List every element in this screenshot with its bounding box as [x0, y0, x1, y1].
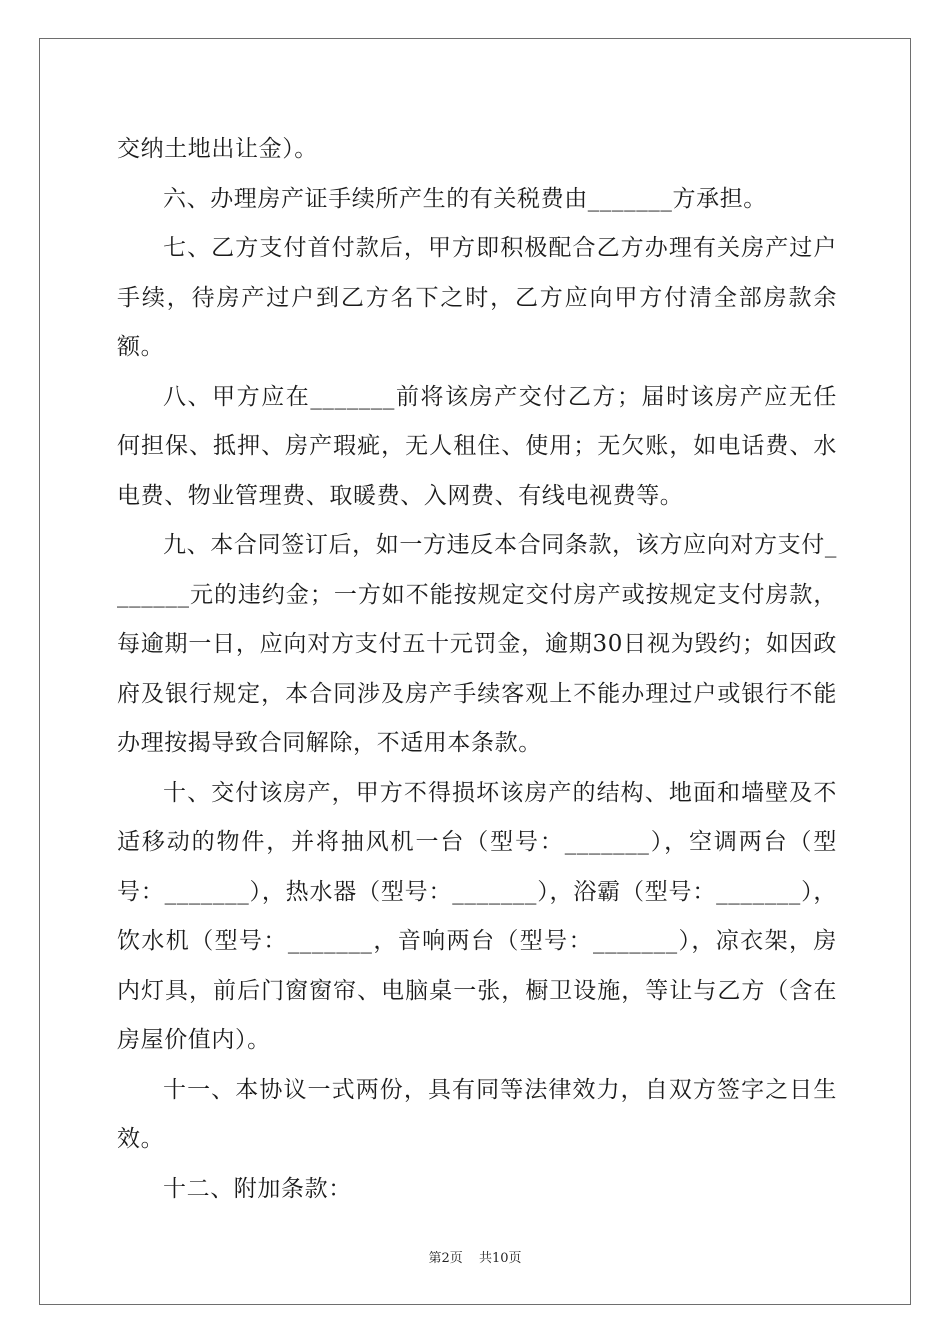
clause-12: 十二、附加条款： — [163, 1175, 352, 1202]
clause-11: 十一、本协议一式两份，具有同等法律效力，自双方签字之日生效。 — [117, 1076, 837, 1152]
document-body — [117, 125, 837, 1214]
page-number: 第2页 — [428, 1251, 463, 1266]
clause-10: 十、交付该房产，甲方不得损坏该房产的结构、地面和墙壁及不适移动的物件，并将抽风机一台（型号：_______），空调两台（型号：_______），热水器（型号：_______），浴霸（型号：_______），饮水机（型号：_______，音响两台（型号：_______），凉衣架，房内灯具，前后门窗窗帘、电脑桌一张，橱卫设施，等让与乙方（含在房屋价值内）。 — [117, 779, 837, 1053]
clause-8: 八、甲方应在_______前将该房产交付乙方；届时该房产应无任何担保、抵押、房产瑕疵，无人租住、使用；无欠账，如电话费、水电费、物业管理费、取暖费、入网费、有线电视费等。 — [117, 383, 837, 509]
clause-9: 九、本合同签订后，如一方违反本合同条款，该方应向对方支付_______元的违约金；一方如不能按规定交付房产或按规定支付房款，每逾期一日，应向对方支付五十元罚金，逾期30日视为毁约；如因政府及银行规定，本合同涉及房产手续客观上不能办理过户或银行不能办理按揭导致合同解除，不适用本条款。 — [117, 532, 837, 756]
page-total: 共10页 — [478, 1251, 522, 1266]
paragraph-continuation: 交纳土地出让金）。 — [117, 136, 318, 162]
clause-6: 六、办理房产证手续所产生的有关税费由_______方承担。 — [163, 185, 767, 212]
clause-7: 七、乙方支付首付款后，甲方即积极配合乙方办理有关房产过户手续，待房产过户到乙方名下之时，乙方应向甲方付清全部房款余额。 — [117, 235, 837, 360]
page-footer — [0, 1247, 950, 1266]
